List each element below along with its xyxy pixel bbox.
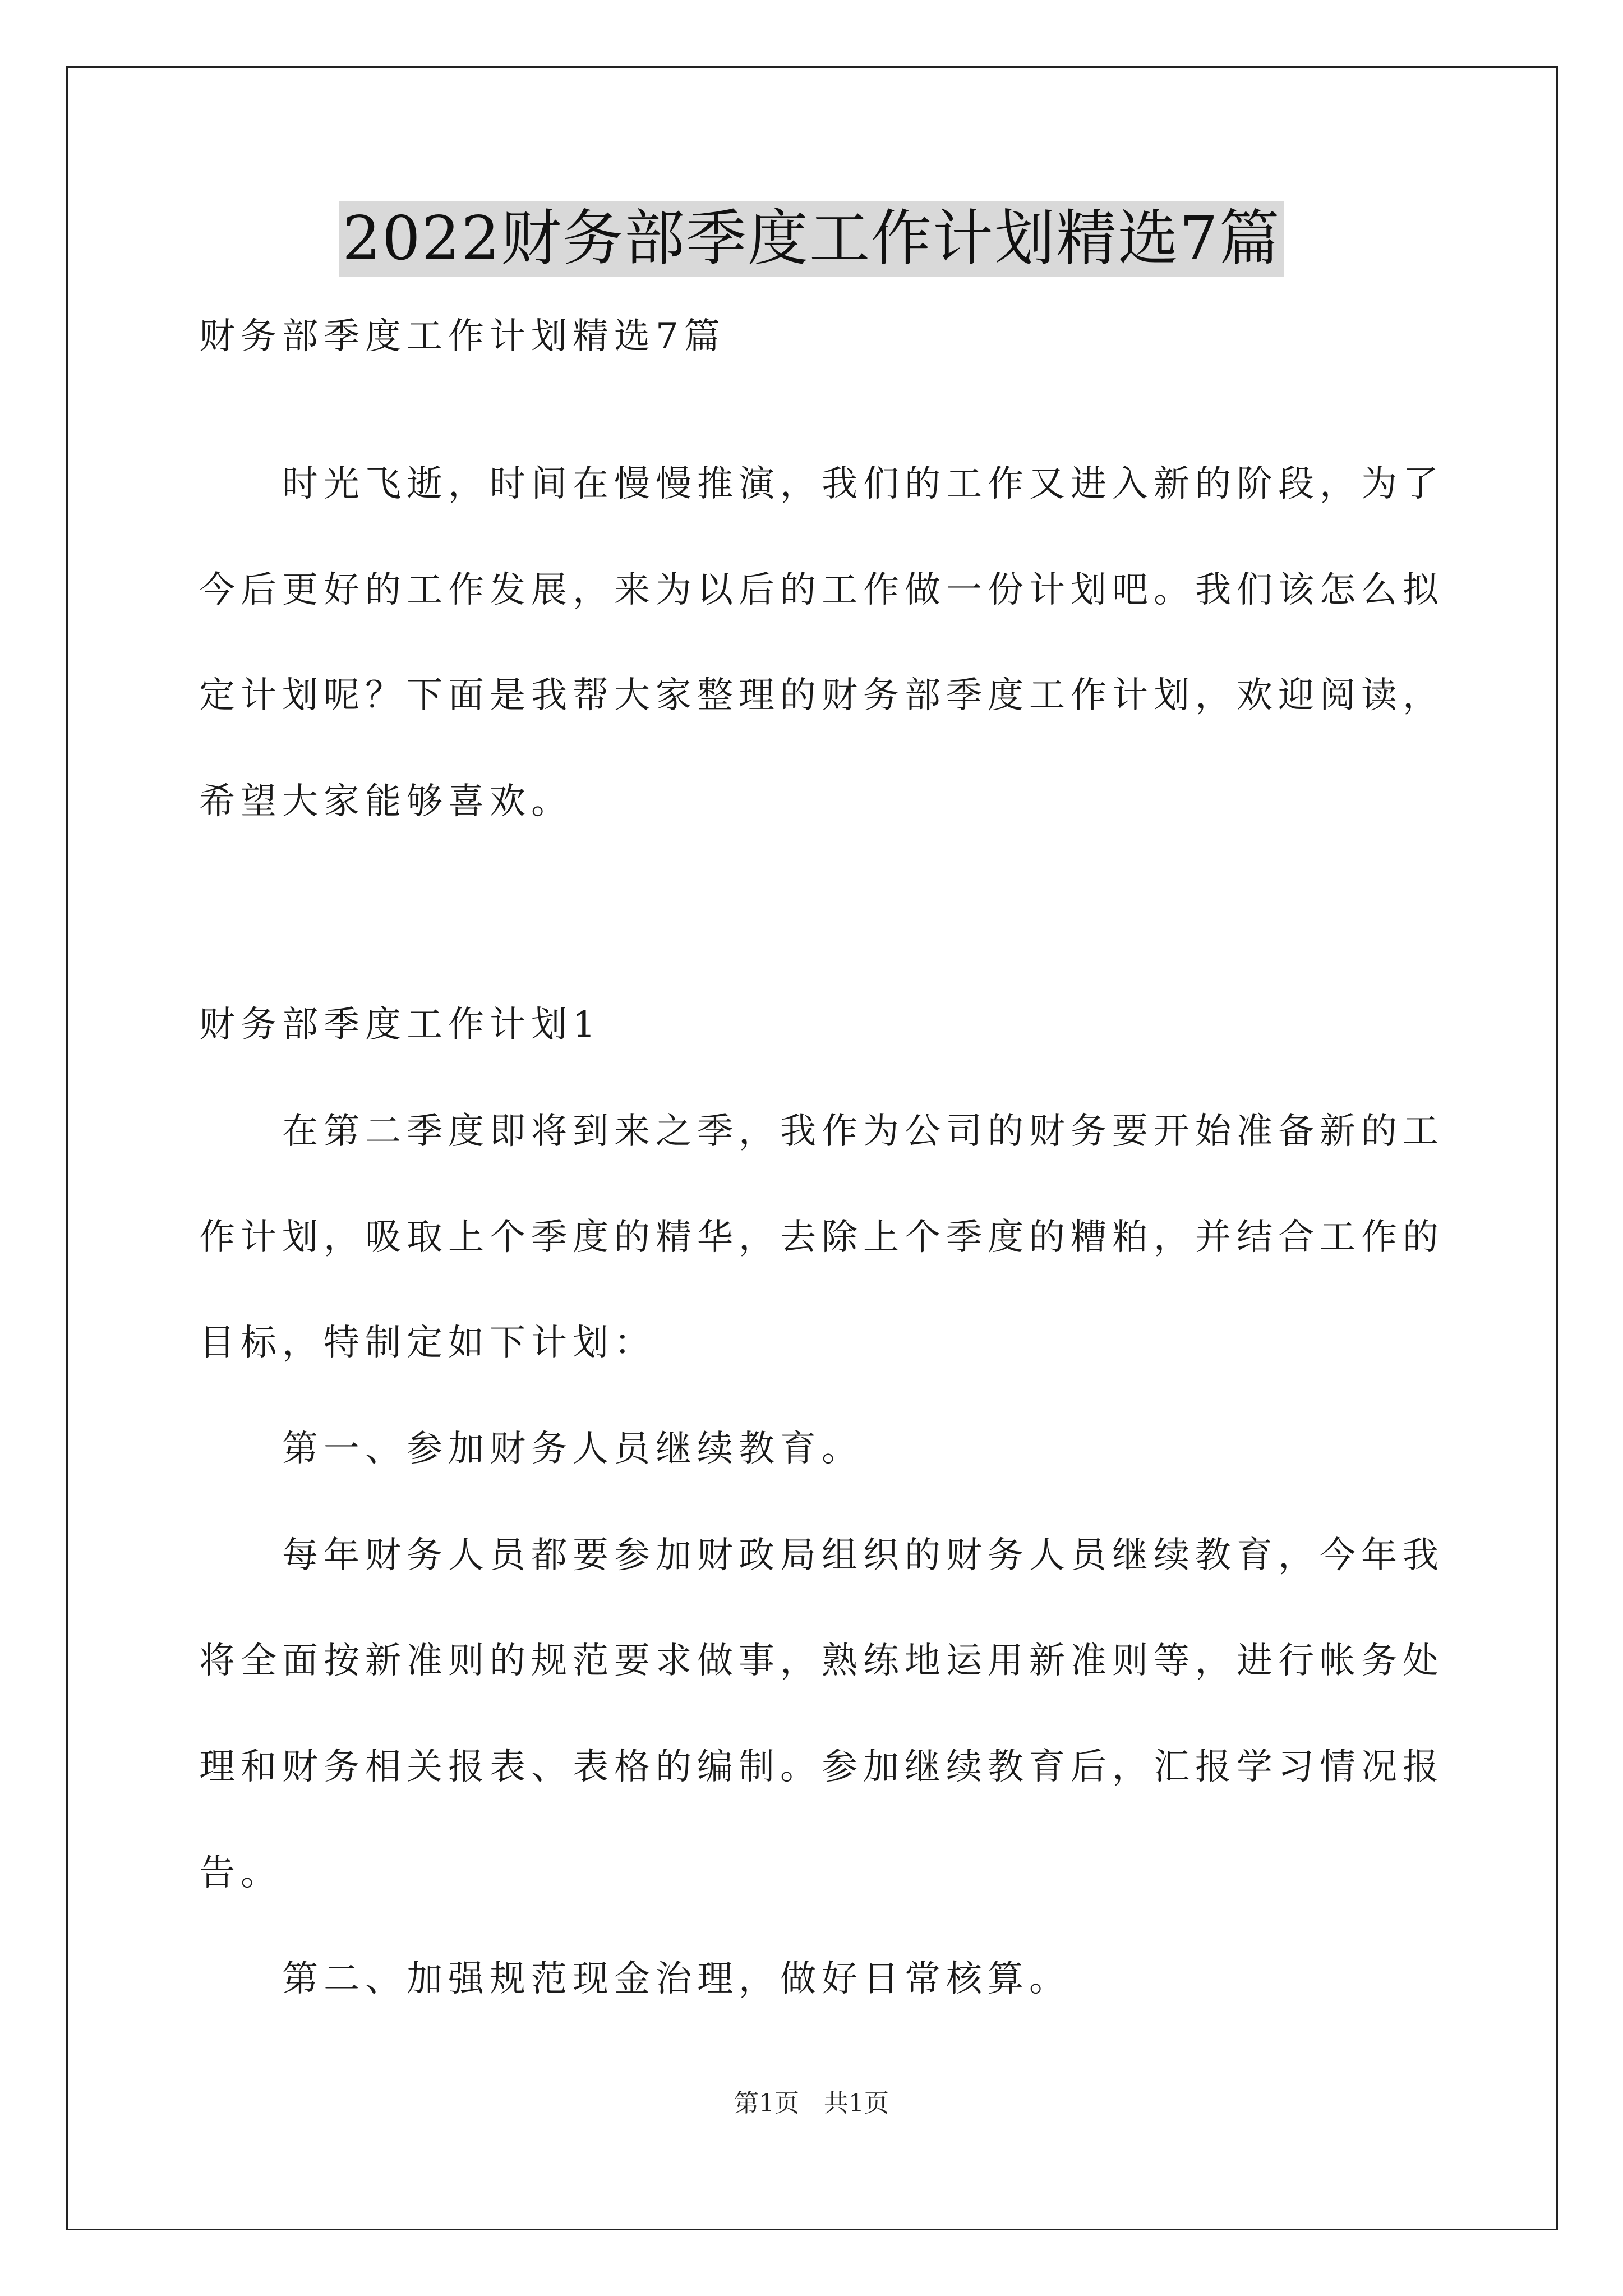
paragraph-line: 第一、参加财务人员继续教育。	[199, 1428, 863, 1470]
page-footer: 第1页 共1页	[734, 2089, 889, 2118]
paragraph-line: 希望大家能够喜欢。	[199, 781, 573, 822]
paragraph-line: 定计划呢？下面是我帮大家整理的财务部季度工作计划，欢迎阅读，	[199, 675, 1444, 716]
paragraph-line: 第二、加强规范现金治理，做好日常核算。	[199, 1958, 1071, 2000]
subtitle-line: 财务部季度工作计划精选7篇	[199, 316, 726, 357]
paragraph-line: 理和财务相关报表、表格的编制。参加继续教育后，汇报学习情况报	[199, 1746, 1444, 1788]
section-heading: 财务部季度工作计划1	[199, 1004, 601, 1046]
paragraph-line: 时光飞逝，时间在慢慢推演，我们的工作又进入新的阶段，为了	[199, 463, 1444, 505]
paragraph-line: 告。	[199, 1852, 282, 1894]
paragraph-line: 将全面按新准则的规范要求做事，熟练地运用新准则等，进行帐务处	[199, 1640, 1444, 1682]
title-container	[0, 201, 1623, 277]
paragraph-line: 目标，特制定如下计划：	[199, 1322, 656, 1364]
paragraph-line: 作计划，吸取上个季度的精华，去除上个季度的糟粕，并结合工作的	[199, 1217, 1444, 1258]
document-title: 2022财务部季度工作计划精选7篇	[339, 201, 1284, 277]
paragraph-line: 在第二季度即将到来之季，我作为公司的财务要开始准备新的工	[199, 1111, 1444, 1152]
paragraph-line: 每年财务人员都要参加财政局组织的财务人员继续教育，今年我	[199, 1535, 1444, 1576]
paragraph-line: 今后更好的工作发展，来为以后的工作做一份计划吧。我们该怎么拟	[199, 569, 1444, 611]
